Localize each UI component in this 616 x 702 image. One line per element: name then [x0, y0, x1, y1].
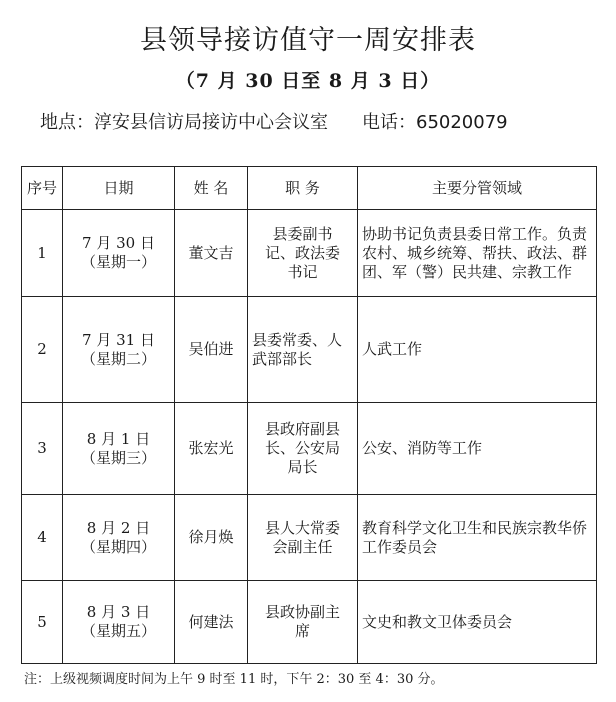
weekday-text: （星期二）: [80, 349, 156, 368]
duties-cell: 教育科学文化卫生和民族宗教华侨工作委员会: [358, 495, 597, 581]
page-title: 县领导接访值守一周安排表: [140, 25, 476, 56]
table-row: [22, 297, 597, 403]
date-cell: [63, 403, 175, 495]
position-cell: 县委副书记、政法委书记: [248, 210, 358, 297]
date-cell: [63, 297, 175, 403]
date-cell: [63, 581, 175, 664]
table-row: [22, 581, 597, 664]
date-text: 7 月 30 日: [82, 234, 155, 252]
position-cell: 县委常委、人武部部长: [248, 297, 358, 403]
name-cell: 徐月焕: [175, 495, 248, 581]
name-cell: 董文吉: [175, 210, 248, 297]
date-text: 7 月 31 日: [82, 330, 155, 349]
header-position: 职 务: [248, 167, 358, 210]
duty-schedule-table: [21, 166, 597, 664]
duties-cell: 文史和教文卫体委员会: [358, 581, 597, 664]
position-cell: 县人大常委会副主任: [248, 495, 358, 581]
footnote: 注：上级视频调度时间为上午 9 时至 11 时，下午 2：30 至 4：30 分。: [24, 672, 444, 687]
phone-label: 电话：: [362, 112, 416, 133]
weekday-text: （星期一）: [80, 253, 156, 271]
position-cell: 县政府副县长、公安局局长: [248, 403, 358, 495]
date-cell: [63, 210, 175, 297]
location-value: 淳安县信访局接访中心会议室: [94, 112, 328, 133]
location-label: 地点：: [40, 112, 94, 133]
date-cell: [63, 495, 175, 581]
weekday-text: （星期五）: [80, 622, 156, 640]
seq-cell: 4: [22, 495, 63, 581]
seq-cell: 3: [22, 403, 63, 495]
seq-cell: 5: [22, 581, 63, 664]
name-cell: 张宏光: [175, 403, 248, 495]
seq-cell: 1: [22, 210, 63, 297]
header-duties: 主要分管领域: [358, 167, 597, 210]
duties-cell: 人武工作: [358, 297, 597, 403]
table-header-row: [22, 167, 597, 210]
header-name: 姓 名: [175, 167, 248, 210]
date-text: 8 月 2 日: [86, 518, 151, 537]
table-row: [22, 403, 597, 495]
header-seq: 序号: [22, 167, 63, 210]
table-row: [22, 210, 597, 297]
date-text: 8 月 3 日: [86, 603, 151, 621]
date-range-subtitle: （7 月 30 日至 8 月 3 日）: [175, 70, 441, 92]
weekday-text: （星期三）: [80, 448, 156, 467]
duties-cell: 协助书记负责县委日常工作。负责农村、城乡统筹、帮扶、政法、群团、军（警）民共建、宗教工作: [358, 210, 597, 297]
phone-value: 65020079: [416, 112, 508, 133]
duties-cell: 公安、消防等工作: [358, 403, 597, 495]
seq-cell: 2: [22, 297, 63, 403]
name-cell: 吴伯进: [175, 297, 248, 403]
name-cell: 何建法: [175, 581, 248, 664]
header-date: 日期: [63, 167, 175, 210]
table-row: [22, 495, 597, 581]
position-cell: 县政协副主席: [248, 581, 358, 664]
date-text: 8 月 1 日: [86, 429, 151, 448]
location-phone-line: [40, 108, 600, 134]
weekday-text: （星期四）: [80, 537, 156, 556]
